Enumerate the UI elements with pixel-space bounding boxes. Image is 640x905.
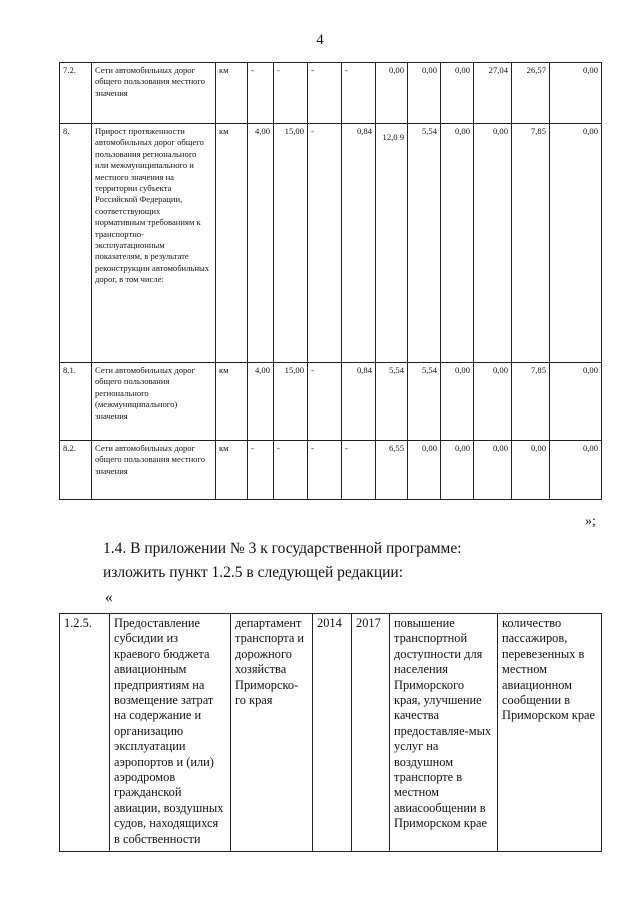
- value-cell: 0,00: [550, 124, 602, 363]
- value-cell: 0,00: [408, 63, 441, 124]
- value-cell: 0,00: [408, 441, 441, 500]
- value-cell: 0,00: [474, 441, 512, 500]
- closing-quote: »;: [585, 514, 596, 529]
- value-cell: 5,54: [408, 124, 441, 363]
- unit-cell: км: [216, 363, 248, 441]
- table-row: [60, 124, 602, 363]
- value-cell: -: [308, 441, 342, 500]
- end-year: 2017: [352, 614, 390, 852]
- value-cell: 4,00: [248, 363, 274, 441]
- table-row: [60, 363, 602, 441]
- value-cell: -: [342, 441, 376, 500]
- expected-result: повышение транспортной доступности для населения Приморского края, улучшение качества предоставляе-мых услуг на воздушном транспорте в местном авиасообщении в Приморском крае: [390, 614, 498, 852]
- value-cell: 0,84: [342, 363, 376, 441]
- value-cell: 27,04: [474, 63, 512, 124]
- measure-table: [59, 613, 602, 852]
- value-cell: 0,00: [441, 124, 474, 363]
- value-cell: 0,00: [376, 63, 408, 124]
- value-cell: 15,00: [274, 363, 308, 441]
- amendment-paragraph: 1.4. В приложении № 3 к государственной программе:: [103, 540, 462, 557]
- amendment-instruction: изложить пункт 1.2.5 в следующей редакции:: [103, 564, 404, 581]
- value-cell: -: [248, 441, 274, 500]
- value-cell: -: [248, 63, 274, 124]
- value-cell: 15,00: [274, 124, 308, 363]
- value-cell: 0,00: [441, 441, 474, 500]
- page-number: 4: [316, 32, 324, 48]
- value-cell: 5,54: [408, 363, 441, 441]
- indicator-name: Сети автомобильных дорог общего пользования регионального (межмуниципального) значения: [92, 363, 216, 441]
- opening-quote: «: [105, 589, 113, 606]
- value-cell: 7,85: [512, 124, 550, 363]
- responsible-executor: департамент транспорта и дорожного хозяйства Приморско-го края: [231, 614, 313, 852]
- start-year: 2014: [313, 614, 352, 852]
- table-row: [60, 63, 602, 124]
- unit-cell: км: [216, 63, 248, 124]
- table-row: [60, 441, 602, 500]
- table-row: [60, 614, 602, 852]
- row-number: 7.2.: [60, 63, 92, 124]
- value-cell: 26,57: [512, 63, 550, 124]
- value-cell: 0,00: [441, 363, 474, 441]
- value-cell: -: [274, 441, 308, 500]
- row-number: 8.1.: [60, 363, 92, 441]
- value-cell: 0,00: [474, 363, 512, 441]
- unit-cell: км: [216, 124, 248, 363]
- target-indicator: количество пассажиров, перевезенных в местном авиационном сообщении в Приморском крае: [498, 614, 602, 852]
- indicator-name: Сети автомобильных дорог общего пользования местного значения: [92, 441, 216, 500]
- value-cell: -: [308, 63, 342, 124]
- value-cell: 0,00: [550, 441, 602, 500]
- value-cell: 12,0 9: [376, 124, 408, 363]
- value-cell: -: [308, 363, 342, 441]
- value-cell: -: [308, 124, 342, 363]
- value-cell: 6,55: [376, 441, 408, 500]
- value-cell: 7,85: [512, 363, 550, 441]
- value-cell: 0,00: [441, 63, 474, 124]
- value-cell: 5,54: [376, 363, 408, 441]
- indicator-name: Сети автомобильных дорог общего пользования местного значения: [92, 63, 216, 124]
- value-cell: 0,84: [342, 124, 376, 363]
- row-number: 8.: [60, 124, 92, 363]
- indicators-table: [59, 62, 602, 500]
- value-cell: 4,00: [248, 124, 274, 363]
- value-cell: -: [342, 63, 376, 124]
- indicator-name: Прирост протяженности автомобильных дорог общего пользования регионального или межмуниципального и местного значения на территории субъекта Российской Федерации, соответствующих нормативным требованиям к транспортно-эксплуатационным показателям, в результате реконструкции автомобильных дорог, в том числе:: [92, 124, 216, 363]
- unit-cell: км: [216, 441, 248, 500]
- value-cell: 0,00: [550, 63, 602, 124]
- value-cell: -: [274, 63, 308, 124]
- row-number: 8.2.: [60, 441, 92, 500]
- measure-name: Предоставление субсидии из краевого бюджета авиационным предприятиям на возмещение затрат на содержание и организацию эксплуатации аэропортов и (или) аэродромов гражданской авиации, воздушных судов, находящихся в собственности: [110, 614, 231, 852]
- value-cell: 0,00: [474, 124, 512, 363]
- value-cell: 0,00: [512, 441, 550, 500]
- value-cell: 0,00: [550, 363, 602, 441]
- measure-number: 1.2.5.: [60, 614, 110, 852]
